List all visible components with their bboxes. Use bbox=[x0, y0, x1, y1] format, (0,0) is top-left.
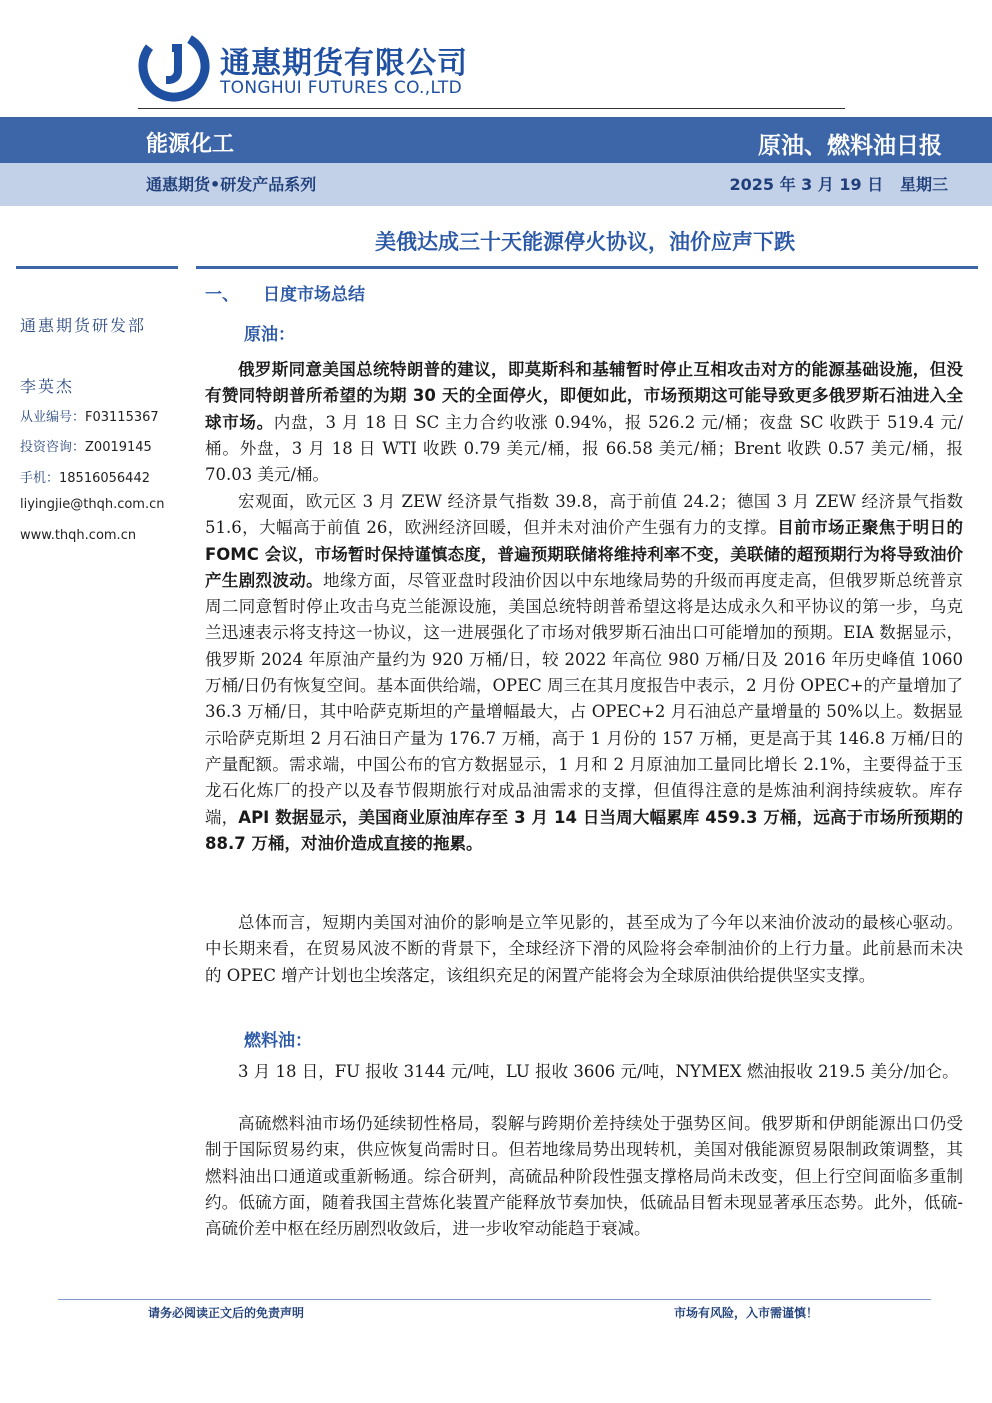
section-title: 日度市场总结 bbox=[263, 285, 365, 305]
crude-p1-bold: 俄罗斯同意美国总统特朗普的建议，即莫斯科和基辅暂时停止互相攻击对方的能源基础设施，但没有赞同特朗普所希望的为期 30 天的全面停火，即便如此，市场预期这可能导致更多俄罗斯石油进入全球市场。 bbox=[205, 360, 963, 432]
crude-heading: 原油： bbox=[244, 325, 295, 345]
consult-label: 投资咨询： bbox=[20, 440, 86, 455]
footer-divider bbox=[58, 1299, 931, 1300]
brand-name-en: TONGHUI FUTURES CO.,LTD bbox=[220, 78, 462, 98]
disclaimer-note: 请务必阅读正文后的免责声明 bbox=[148, 1306, 305, 1320]
crude-paragraph-3: 总体而言，短期内美国对油价的影响是立竿见影的，甚至成为了今年以来油价波动的最核心驱动。中长期来看，在贸易风波不断的背景下，全球经济下滑的风险将会牵制油价的上行力量。此前悬而未决的 OPEC 增产计划也尘埃落定，该组织充足的闲置产能将会为全球原油供给提供坚实支撑。 bbox=[205, 913, 963, 985]
phone-row bbox=[20, 467, 150, 486]
email-link[interactable]: liyingjie@thqh.com.cn bbox=[20, 497, 165, 512]
risk-warning: 市场有风险，入市需谨慎！ bbox=[673, 1306, 818, 1320]
crude-p2-text-b: 地缘方面，尽管亚盘时段油价因以中东地缘局势的升级而再度走高，但俄罗斯总统普京周二同意暂时停止攻击乌克兰能源设施，美国总统特朗普希望这将是达成永久和平协议的第一步，乌克兰迅速表示将支持这一协议，这一进展强化了市场对俄罗斯石油出口可能增加的预期。EIA 数据显示，俄罗斯 2024 年原油产量约为 920 万桶/日，较 2022 年高位 980 万桶/日及 2016 年历史峰值 1060 万桶/日仍有恢复空间。基本面供给端，OPEC 周三在其月度报告中表示，2 月份 OPEC+的产量增加了 36.3 万桶/日，其中哈萨克斯坦的产量增幅最大，占 OPEC+2 月石油总产量增量的 50%以上。数据显示哈萨克斯坦 2 月石油日产量为 176.7 万桶，高于 1 月份的 157 万桶，更是高于其 146.8 万桶/日的产量配额。需求端，中国公布的官方数据显示，1 月和 2 月原油加工量同比增长 2.1%，主要得益于玉龙石化炼厂的投产以及春节假期旅行对成品油需求的支撑，但值得注意的是炼油利润持续疲软。库存端， bbox=[205, 570, 964, 827]
consult-row bbox=[20, 436, 152, 455]
crude-p2-text-a: 宏观面，欧元区 3 月 ZEW 经济景气指数 39.8，高于前值 24.2；德国 3 月 ZEW 经济景气指数 51.6，大幅高于前值 26，欧洲经济回暖，但并未对油价产生强有力的支撑。 bbox=[205, 492, 963, 538]
series-label: 通惠期货•研发产品系列 bbox=[146, 175, 317, 194]
analyst-name: 李英杰 bbox=[20, 377, 75, 396]
section-number: 一、 bbox=[205, 285, 239, 305]
headline: 美俄达成三十天能源停火协议，油价应声下跌 bbox=[375, 230, 795, 254]
sector-label: 能源化工 bbox=[146, 132, 235, 157]
date-text: 2025 年 3 月 19 日 bbox=[729, 175, 884, 194]
crude-p2-bold-2: API 数据显示，美国商业原油库存至 3 月 14 日当周大幅累库 459.3 万桶，远高于市场所预期的 88.7 万桶，对油价造成直接的拖累。 bbox=[205, 807, 963, 853]
fuel-paragraph-1: 3 月 18 日，FU 报收 3144 元/吨，LU 报收 3606 元/吨，NYMEX 燃油报收 219.5 美分/加仑。 bbox=[238, 1062, 959, 1081]
website-link[interactable]: www.thqh.com.cn bbox=[20, 528, 137, 543]
license-row bbox=[20, 406, 159, 425]
company-logo-icon bbox=[138, 30, 210, 102]
crude-p1-text: 内盘，3 月 18 日 SC 主力合约收涨 0.94%，报 526.2 元/桶；夜盘 SC 收跌于 519.4 元/桶。外盘，3 月 18 日 WTI 收跌 0.79 美元/桶，报 66.58 美元/桶；Brent 收跌 0.57 美元/桶，报 70.03 美元/桶。 bbox=[205, 412, 964, 485]
department-name: 通惠期货研发部 bbox=[20, 316, 147, 335]
section-heading bbox=[205, 280, 365, 305]
report-title: 原油、燃料油日报 bbox=[758, 133, 942, 159]
content-divider bbox=[196, 266, 978, 269]
crude-paragraph-1 bbox=[205, 357, 963, 488]
phone-value: 18516056442 bbox=[59, 471, 150, 486]
consult-value: Z0019145 bbox=[85, 440, 152, 455]
fuel-paragraph-2: 高硫燃料油市场仍延续韧性格局，裂解与跨期价差持续处于强势区间。俄罗斯和伊朗能源出口仍受制于国际贸易约束，供应恢复尚需时日。但若地缘局势出现转机，美国对俄能源贸易限制政策调整，其燃料油出口通道或重新畅通。综合研判，高硫品种阶段性强支撑格局尚未改变，但上行空间面临多重制约。低硫方面，随着我国主营炼化装置产能释放节奏加快，低硫品目暂未现显著承压态势。此外，低硫-高硫价差中枢在经历剧烈收敛后，进一步收窄动能趋于衰减。 bbox=[205, 1114, 963, 1239]
weekday-text: 星期三 bbox=[899, 175, 948, 194]
brand-name-cn: 通惠期货有限公司 bbox=[220, 46, 468, 81]
fuel-heading: 燃料油： bbox=[244, 1031, 312, 1051]
license-label: 从业编号： bbox=[20, 410, 86, 425]
crude-p2-bold-1: 目前市场正聚焦于明日的 FOMC 会议，市场暂时保持谨慎态度，普遍预期联储将维持利率不变，美联储的超预期行为将导致油价产生剧烈波动。 bbox=[205, 518, 964, 590]
sidebar-divider bbox=[16, 266, 178, 269]
license-value: F03115367 bbox=[85, 410, 159, 425]
phone-label: 手机： bbox=[20, 471, 60, 486]
crude-paragraph-2 bbox=[205, 489, 963, 857]
header-divider bbox=[138, 108, 845, 109]
report-date bbox=[729, 172, 948, 195]
